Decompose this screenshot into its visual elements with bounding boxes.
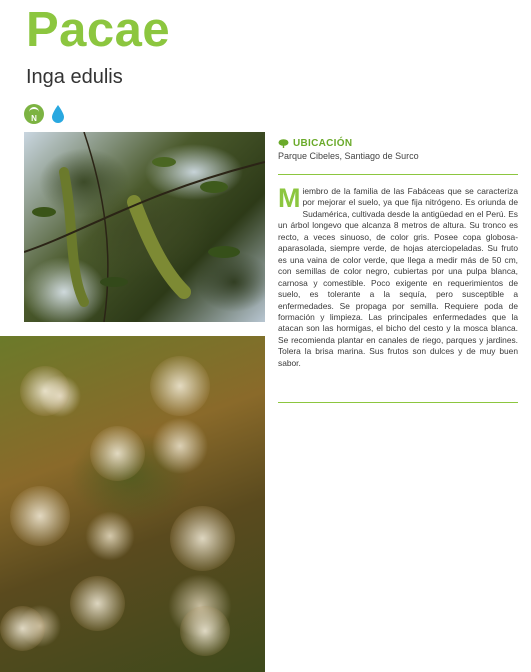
- nitrogen-fixing-icon: [24, 104, 44, 124]
- tree-icon: [278, 139, 289, 148]
- location-place: Parque Cibeles, Santiago de Surco: [278, 151, 419, 161]
- location-title: UBICACIÓN: [293, 138, 353, 149]
- divider-bottom: [278, 402, 518, 403]
- tree-pods-photo: [24, 132, 265, 322]
- divider-top: [278, 174, 518, 175]
- water-drop-icon: [50, 104, 66, 124]
- page-title: Pacae: [26, 3, 171, 57]
- drop-cap: M: [278, 183, 301, 213]
- scientific-name: Inga edulis: [26, 66, 123, 88]
- tree-flowers-photo: [0, 336, 265, 672]
- description-text: [278, 183, 518, 369]
- nitrogen-label: N: [31, 114, 37, 123]
- attribute-icons: [24, 104, 66, 124]
- location-heading: [278, 138, 352, 149]
- description-body: iembro de la familia de las Fabáceas que se caracteriza por mejorar el suelo, ya que fija nitrógeno. Es oriunda de Sudamérica, cultivada desde la antigüedad en el Perú. Es un árbol longevo que alcanza 8 metros de altura. Su tronco es recto, a veces sinuoso, de color gris. Posee copa globosa-aparasolada, siempre verde, de hojas aterciopeladas. Su fruto es una vaina de color verde, que llega a medir más de 50 cm, con semillas de color negro, cubiertas por una pulpa blanca, carnosa y comestible. Poco exigente en requerimientos de suelo, es tolerante a la sequía, pero susceptible a enfermedades. Se propaga por semilla. Requiere poda de formación y limpieza. Las principales enfermedades que la atacan son las hormigas, el bicho del cesto y la mosca blanca. Se recomienda plantar en canales de riego, parques y jardines. Tolera la brisa marina. Sus frutos son dulces y de muy buen sabor.: [278, 186, 518, 368]
